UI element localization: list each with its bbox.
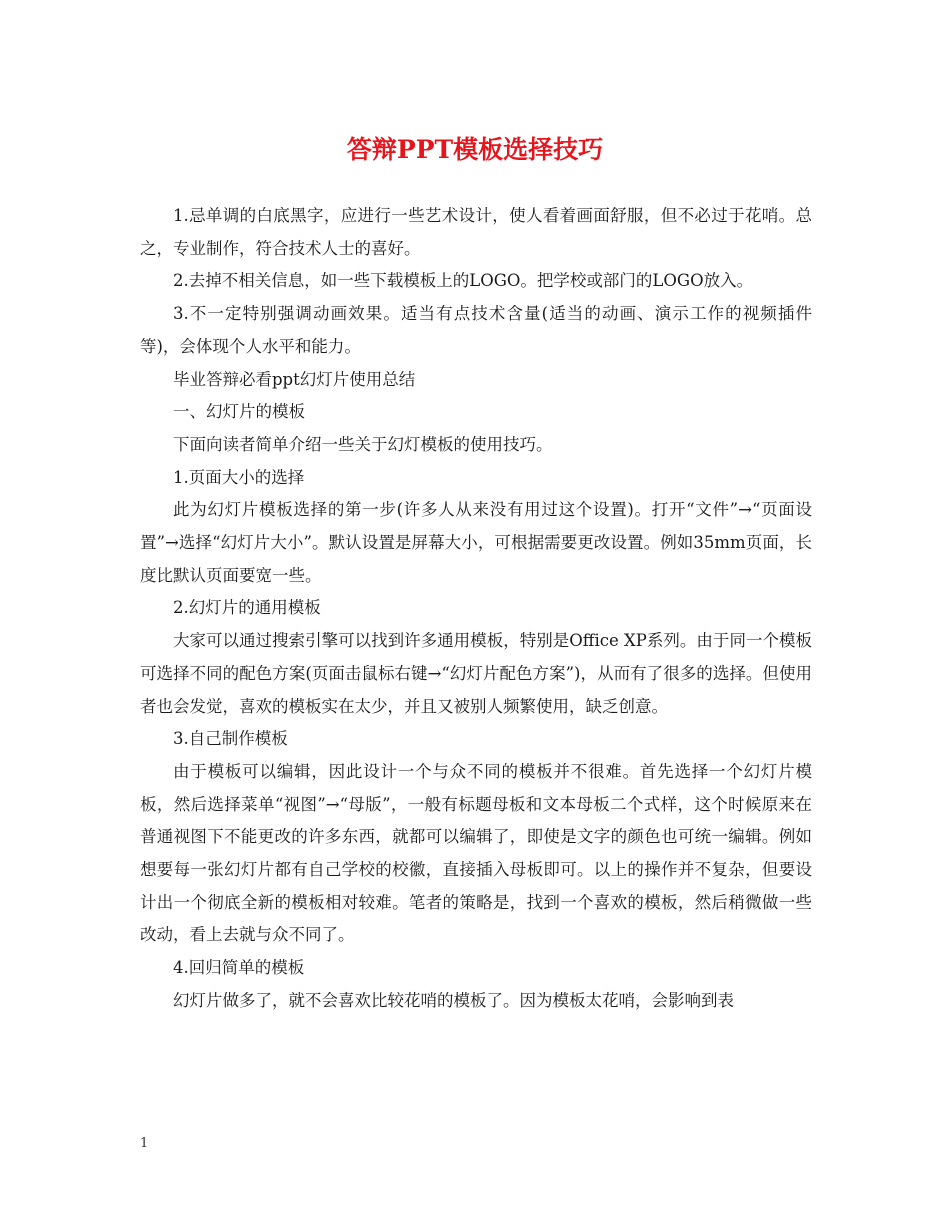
subheading-simple-templates: 4.回归简单的模板: [173, 958, 305, 978]
paragraph-tip-1: 1.忌单调的白底黑字，应进行一些艺术设计，使人看着画面舒服，但不必过于花哨。总之，专业制作，符合技术人士的喜好。: [140, 206, 812, 258]
subheading-custom-templates: 3.自己制作模板: [173, 729, 288, 749]
subheading-general-templates: 2.幻灯片的通用模板: [173, 598, 321, 618]
page-number: 1: [140, 1136, 149, 1151]
paragraph-simple-templates: 幻灯片做多了，就不会喜欢比较花哨的模板了。因为模板太花哨，会影响到表: [173, 990, 734, 1010]
paragraph-general-templates: 大家可以通过搜索引擎可以找到许多通用模板，特别是Office XP系列。由于同一个模板可选择不同的配色方案(页面击鼠标右键→“幻灯片配色方案”)，从而有了很多的选择。但使用者也会发觉，喜欢的模板实在太少，并且又被别人频繁使用，缺乏创意。: [140, 631, 812, 716]
paragraph-summary-heading: 毕业答辩必看ppt幻灯片使用总结: [173, 369, 416, 389]
paragraph-tip-3: 3.不一定特别强调动画效果。适当有点技术含量(适当的动画、演示工作的视频插件等)，会体现个人水平和能力。: [140, 304, 812, 356]
paragraph-tip-2: 2.去掉不相关信息，如一些下载模板上的LOGO。把学校或部门的LOGO放入。: [173, 271, 754, 291]
document-body: [140, 200, 812, 1018]
document-title: 答辩PPT模板选择技巧: [346, 135, 604, 164]
paragraph-page-size: 此为幻灯片模板选择的第一步(许多人从来没有用过这个设置)。打开“文件”→“页面设置”→选择“幻灯片大小”。默认设置是屏幕大小，可根据需要更改设置。例如35mm页面，长度比默认页面要宽一些。: [140, 500, 812, 585]
subheading-page-size: 1.页面大小的选择: [173, 467, 305, 487]
paragraph-custom-templates: 由于模板可以编辑，因此设计一个与众不同的模板并不很难。首先选择一个幻灯片模板，然后选择菜单“视图”→“母版”，一般有标题母板和文本母板二个式样，这个时候原来在普通视图下不能更改的许多东西，就都可以编辑了，即使是文字的颜色也可统一编辑。例如想要每一张幻灯片都有自己学校的校徽，直接插入母板即可。以上的操作并不复杂，但要设计出一个彻底全新的模板相对较难。笔者的策略是，找到一个喜欢的模板，然后稍微做一些改动，看上去就与众不同了。: [140, 761, 812, 945]
section-heading-templates: 一、幻灯片的模板: [173, 402, 305, 422]
paragraph-intro: 下面向读者简单介绍一些关于幻灯模板的使用技巧。: [173, 434, 553, 454]
